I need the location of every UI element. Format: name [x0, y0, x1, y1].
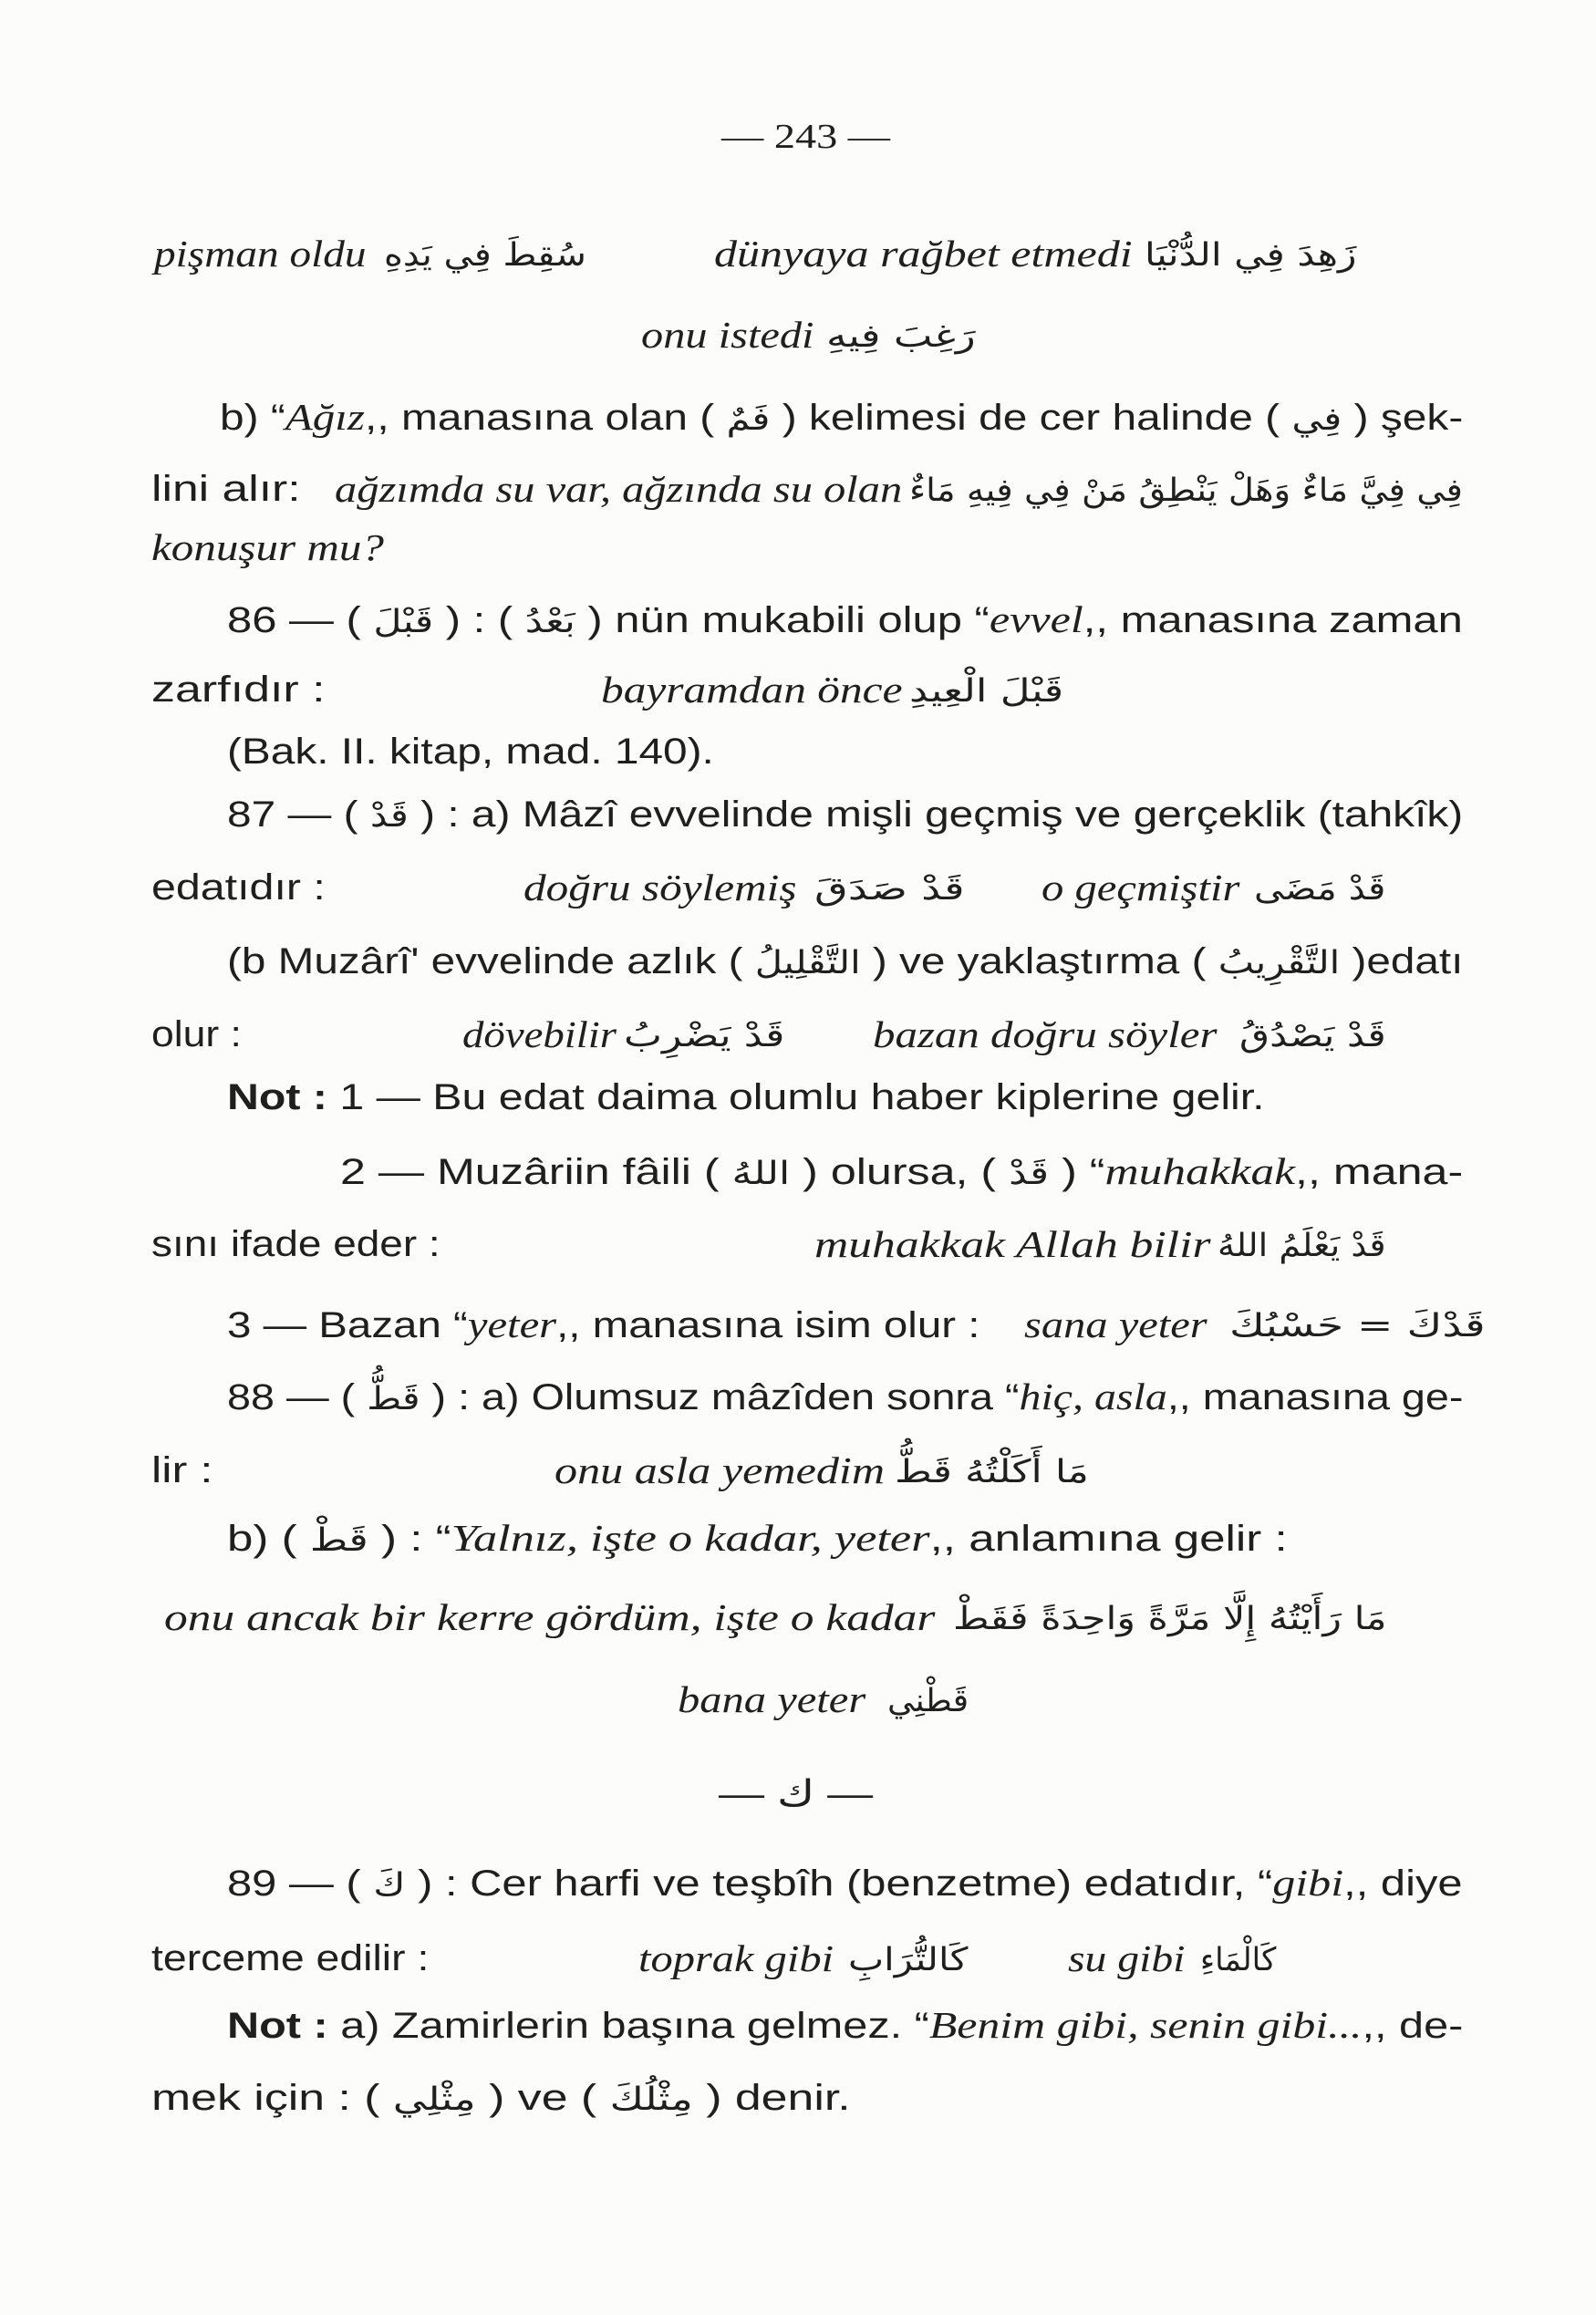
text-run: 86 — ( — [227, 600, 374, 640]
note-line — [227, 1070, 1265, 1125]
example-arabic — [895, 1443, 1089, 1498]
line-lead-text: lini alır: — [151, 469, 301, 509]
example-arabic-text: كَالتُّرَابِ — [848, 1942, 969, 1978]
note-line — [227, 1297, 980, 1352]
line-lead-text: edatıdır : — [151, 867, 326, 908]
text-run: ,, anlamına gelir : — [929, 1519, 1288, 1559]
arabic-term: مِثْلِي — [392, 2081, 476, 2118]
italic-term: Yalnız, işte o kadar, yeter — [451, 1517, 930, 1559]
text-run: ) “ — [1049, 1152, 1105, 1192]
italic-term: gibi — [1272, 1862, 1344, 1904]
italic-term: muhakkak — [1104, 1150, 1296, 1192]
text-run: ) kelimesi de cer halinde ( — [770, 398, 1292, 438]
entry-87-line-text — [227, 787, 1463, 844]
example-arabic-text: فِي فِيَّ مَاءٌ وَهَلْ يَنْطِقُ مَنْ فِي فِيهِ مَاءٌ — [909, 472, 1463, 509]
example-turkish — [154, 226, 367, 281]
note-line-text — [340, 1144, 1463, 1201]
arabic-term: كَ — [373, 1867, 406, 1904]
paragraph-line-text — [220, 389, 1463, 447]
line-lead — [151, 1931, 429, 1986]
line-lead-text: olur : — [151, 1014, 242, 1054]
section-heading-text: — ك — — [719, 1774, 874, 1814]
entry-88-line — [227, 1510, 1288, 1565]
example-turkish-text: bayramdan önce — [601, 669, 903, 711]
example-turkish — [678, 1672, 865, 1727]
arabic-term: قَدْ — [1009, 1156, 1050, 1192]
text-run: mek için : ( — [151, 2078, 393, 2118]
line-lead — [151, 462, 301, 516]
section-heading — [719, 1767, 873, 1822]
example-arabic-text: زَهِدَ فِي الدُّنْيَا — [1145, 237, 1357, 274]
line-lead — [151, 860, 326, 915]
example-turkish-text: o geçmiştir — [1042, 867, 1240, 908]
text-run: ) : Cer harfi ve teşbîh (benzetme) edatıdır, “ — [405, 1863, 1273, 1904]
note-line-text — [227, 1998, 1463, 2053]
arabic-term: مِثْلُكَ — [609, 2081, 693, 2118]
text-run: ,, manasına olan ( — [365, 398, 727, 438]
text-run: b) ( — [227, 1519, 310, 1559]
note-line — [340, 1144, 1463, 1199]
text-run: ) denir. — [692, 2078, 851, 2118]
arabic-term: اللهُ — [731, 1156, 791, 1192]
example-arabic — [887, 1672, 969, 1727]
note-label: Not : — [227, 2006, 328, 2046]
italic-term: Benim gibi, senin gibi... — [928, 2004, 1363, 2046]
example-arabic — [1239, 1007, 1386, 1062]
example-arabic-text: كَالْمَاءِ — [1200, 1942, 1277, 1978]
note-line-text — [151, 2071, 851, 2127]
example-arabic — [814, 860, 964, 915]
text-run: ) nün mukabili olup “ — [575, 600, 990, 640]
page-number-text: — 243 — — [721, 118, 890, 156]
example-turkish — [873, 1007, 1218, 1062]
text-run: ,, diye — [1343, 1863, 1463, 1904]
example-arabic-text: مَا أَكَلْتُهُ قَطُّ — [895, 1454, 1089, 1490]
example-turkish — [554, 1443, 885, 1498]
example-turkish — [164, 1590, 935, 1645]
text-run: a) Zamirlerin başına gelmez. “ — [327, 2006, 929, 2046]
example-arabic-text: سُقِطَ فِي يَدِهِ — [384, 237, 586, 274]
example-turkish-text: dövebilir — [462, 1013, 617, 1055]
entry-86-line — [227, 592, 1463, 647]
text-run: 1 — Bu edat daima olumlu haber kiplerine gelir. — [326, 1077, 1265, 1117]
example-turkish — [1042, 860, 1239, 915]
example-turkish — [335, 462, 902, 516]
example-turkish — [601, 662, 902, 717]
example-turkish-text: sana yeter — [1024, 1303, 1207, 1345]
entry-88-line-text — [227, 1369, 1463, 1427]
example-turkish — [1024, 1297, 1207, 1352]
example-arabic — [826, 307, 976, 362]
example-arabic-text: قَدْ يَعْلَمُ اللهُ — [1218, 1228, 1386, 1264]
note-line — [151, 2071, 851, 2125]
line-lead — [151, 1217, 440, 1272]
entry-87-line — [227, 787, 1463, 842]
page-number — [721, 109, 890, 164]
entry-87-line-text — [227, 934, 1463, 991]
text-run: ,, manasına zaman — [1083, 600, 1463, 640]
example-turkish-text: bana yeter — [678, 1678, 866, 1720]
arabic-term: فِي — [1291, 401, 1342, 438]
example-turkish-text: konuşur mu? — [151, 526, 384, 568]
entry-88-line — [227, 1369, 1463, 1424]
example-turkish — [523, 860, 796, 915]
note-line-text — [227, 1070, 1265, 1125]
example-arabic-text: قَدْكَ = حَسْبُكَ — [1229, 1308, 1486, 1344]
example-turkish-text: muhakkak Allah bilir — [814, 1223, 1211, 1265]
example-turkish-text: ağzımda su var, ağzında su olan — [335, 468, 903, 510]
example-arabic-text: قَدْ يَصْدُقُ — [1239, 1018, 1386, 1054]
arabic-term: التَّقْلِيلُ — [754, 945, 861, 981]
example-arabic-text: قَدْ يَضْرِبُ — [624, 1018, 785, 1054]
example-arabic-text: قَدْ مَضَى — [1254, 871, 1386, 908]
line-lead-text: zarfıdır : — [151, 670, 326, 710]
text-run: (b Muzârî' evvelinde azlık ( — [227, 941, 755, 981]
example-arabic-text: قَطْنِي — [887, 1683, 969, 1719]
line-lead — [151, 1443, 212, 1498]
example-turkish-text: pişman oldu — [154, 233, 367, 275]
example-arabic — [1145, 226, 1357, 281]
arabic-term: قَدْ — [369, 798, 409, 835]
italic-term: hiç, asla — [1019, 1376, 1167, 1417]
example-turkish — [641, 307, 814, 362]
text-run: ) ve ( — [475, 2078, 610, 2118]
example-arabic — [1218, 1217, 1386, 1272]
text-run: ) ve yaklaştırma ( — [860, 941, 1218, 981]
text-run: ) : a) Mâzî evvelinde mişli geçmiş ve gerçeklik (tahkîk) — [408, 794, 1464, 835]
example-turkish — [814, 1217, 1210, 1272]
text-run: ) şek- — [1342, 398, 1464, 438]
arabic-term: قَبْلَ — [373, 604, 434, 640]
arabic-term: قَطُّ — [367, 1381, 420, 1417]
entry-88-line-text — [227, 1510, 1288, 1568]
arabic-term: قَطْ — [309, 1522, 368, 1559]
text-run: ,, manasına isim olur : — [556, 1305, 980, 1345]
example-turkish-text: dünyaya rağbet etmedi — [714, 233, 1133, 275]
example-turkish-text: toprak gibi — [638, 1937, 834, 1979]
text-run: ) olursa, ( — [790, 1152, 1010, 1192]
note-label: Not : — [227, 1077, 327, 1117]
text-run: 3 — Bazan “ — [227, 1305, 468, 1345]
line-lead — [151, 1007, 242, 1062]
example-turkish-text: onu istedi — [641, 314, 814, 356]
example-turkish-text: doğru söylemiş — [523, 867, 797, 908]
paragraph-line — [220, 389, 1463, 444]
text-run: b) “ — [220, 398, 285, 438]
arabic-term: بَعْدُ — [524, 604, 575, 640]
example-turkish — [1068, 1931, 1186, 1986]
example-arabic — [909, 662, 1063, 717]
text-run: ,, de- — [1362, 2006, 1464, 2046]
example-turkish-text: onu ancak bir kerre gördüm, işte o kadar — [164, 1596, 936, 1638]
entry-86-line-text — [227, 592, 1463, 649]
line-lead-text: lir : — [151, 1450, 213, 1490]
line-lead — [151, 662, 326, 717]
line-lead-text: terceme edilir : — [151, 1938, 430, 1978]
example-arabic-text: رَغِبَ فِيهِ — [826, 318, 976, 355]
text-run: 87 — ( — [227, 794, 370, 835]
example-arabic — [848, 1931, 969, 1986]
example-arabic — [909, 462, 1463, 516]
entry-87-line — [227, 934, 1463, 989]
example-arabic — [624, 1007, 785, 1062]
example-turkish-text: bazan doğru söyler — [873, 1013, 1218, 1055]
example-turkish — [638, 1931, 834, 1986]
text-run: ) : ( — [433, 600, 525, 640]
example-turkish — [462, 1007, 617, 1062]
text-run: ,, mana- — [1295, 1152, 1464, 1192]
text-run: ) : a) Olumsuz mâzîden sonra “ — [420, 1377, 1020, 1417]
example-arabic — [384, 226, 586, 281]
example-turkish-text: su gibi — [1068, 1937, 1186, 1979]
arabic-term: التَّقْرِيبُ — [1218, 945, 1341, 981]
example-arabic — [1200, 1931, 1276, 1986]
example-arabic-text: قَبْلَ الْعِيدِ — [909, 673, 1064, 710]
example-arabic — [1229, 1297, 1485, 1352]
example-turkish — [714, 226, 1133, 281]
text-run: )edatı — [1340, 941, 1464, 981]
italic-term: Ağız — [285, 396, 366, 438]
cross-reference — [227, 724, 714, 779]
example-arabic-text: قَدْ صَدَقَ — [814, 871, 965, 908]
text-run: ,, manasına ge- — [1166, 1377, 1464, 1417]
arabic-term: فَمٌ — [726, 401, 771, 438]
note-line-text — [227, 1297, 979, 1353]
text-run: 88 — ( — [227, 1377, 368, 1417]
line-lead-text: sını ifade eder : — [151, 1224, 440, 1264]
entry-89-line-text — [227, 1855, 1463, 1913]
text-run: 89 — ( — [227, 1863, 374, 1904]
cross-reference-text: (Bak. II. kitap, mad. 140). — [227, 732, 714, 772]
example-arabic-text: مَا رَأَيْتُهُ إِلَّا مَرَّةً وَاحِدَةً فَقَطْ — [953, 1601, 1387, 1637]
example-arabic — [1254, 860, 1386, 915]
example-turkish-text: onu asla yemedim — [554, 1449, 886, 1491]
italic-term: yeter — [467, 1303, 557, 1345]
example-arabic — [953, 1590, 1386, 1645]
example-turkish — [151, 520, 384, 575]
note-line — [227, 1998, 1463, 2052]
entry-89-line — [227, 1855, 1463, 1910]
italic-term: evvel — [989, 598, 1083, 640]
text-run: ) : “ — [368, 1519, 451, 1559]
text-run: 2 — Muzâriin fâili ( — [340, 1152, 732, 1192]
